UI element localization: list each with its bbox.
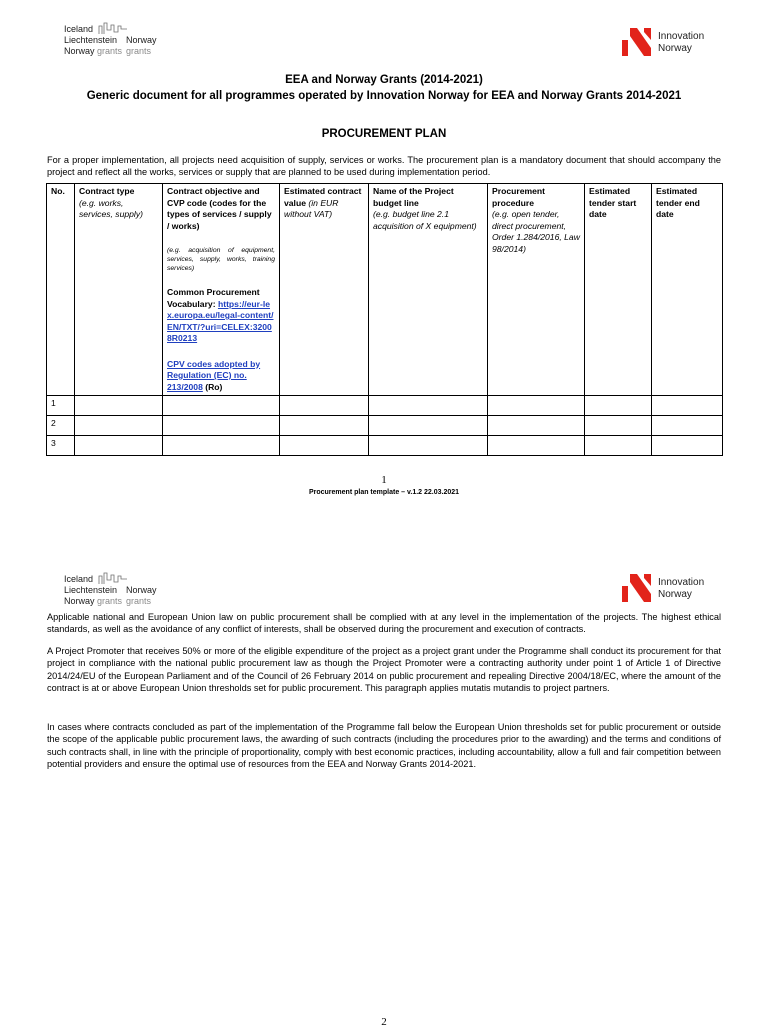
innovation-norway-mark-icon xyxy=(620,572,654,604)
cpv-regulation-link[interactable]: CPV codes adopted by Regulation (EC) no. 213/2008 xyxy=(167,358,261,392)
header-budget-line: Name of the Project budget line (e.g. budget line 2.1 acquisition of X equipment) xyxy=(369,184,488,396)
row-number: 1 xyxy=(47,396,75,416)
table-row xyxy=(47,436,723,456)
page-gap xyxy=(0,520,768,540)
logo-line-norway-grants: Norway grants xyxy=(64,596,123,606)
logo-line-norway-grants: Norway grants xyxy=(64,46,123,56)
header-procurement-procedure: Procurement procedure (e.g. open tender, direct procurement, Order 1.284/2016, Law 98/2014) xyxy=(488,184,585,396)
table-row xyxy=(47,416,723,436)
procurement-plan-table xyxy=(46,183,723,456)
page-number: 1 xyxy=(381,474,387,486)
logo-line-grants: grants xyxy=(126,596,152,606)
logo-line-liechtenstein: Liechtenstein xyxy=(64,35,118,45)
header-no: No. xyxy=(47,184,75,396)
page-2 xyxy=(0,540,768,1028)
logo-line-grants: grants xyxy=(126,46,152,56)
innovation-norway-text-2: Norway xyxy=(658,43,692,54)
intro-paragraph: For a proper implementation, all projects need acquisition of supply, services or works. The procurement plan is a mandatory document that should accompany the project and reflect all the works, services or supply that are planned to be used during implementation period. xyxy=(47,155,721,178)
header-contract-objective: Contract objective and CVP code (codes for the types of services / supply / works) (e.g. acquisition of equipment, services, supply, works, training services) Common Procurement Vocabulary: https://eur-lex.europa.eu/legal-content/EN/TXT/?uri=CELEX:32008R0213 CPV codes adopted by Regulation (EC) no. 213/2008 (Ro) xyxy=(163,184,280,396)
table-row xyxy=(47,396,723,416)
header-tender-end: Estimated tender end date xyxy=(652,184,723,396)
section-title: PROCUREMENT PLAN xyxy=(321,128,447,140)
eea-grants-symbol-icon xyxy=(98,572,128,586)
logo-line-iceland: Iceland xyxy=(64,24,94,34)
row-number: 2 xyxy=(47,416,75,436)
project-promoter-paragraph: A Project Promoter that receives 50% or more of the eligible expenditure of the project as a project grant under the Programme shall conduct its procurement for that project in compliance with the national public procurement law as though the Project Promoter were a contracting authority under point 1 of Article 1 of Directive 2014/24/EU of the European Parliament and of the Council of 26 February 2014 on public procurement and repealing Directive 2004/18/EC, where the amount of the contract is at or above European Union thresholds set for public procurement. This paragraph applies mutatis mutandis to project partners. xyxy=(47,646,721,694)
logo-line-norway: Norway xyxy=(126,585,157,595)
cpv-link[interactable]: https://eur-lex.europa.eu/legal-content/EN/TXT/?uri=CELEX:32008R0213 xyxy=(167,298,274,343)
logo-line-iceland: Iceland xyxy=(64,574,94,584)
innovation-norway-mark-icon xyxy=(620,26,654,58)
eea-norway-grants-logo xyxy=(64,24,174,58)
innovation-norway-logo xyxy=(620,572,720,606)
document-title: EEA and Norway Grants (2014-2021) xyxy=(285,74,483,86)
header-tender-start: Estimated tender start date xyxy=(585,184,652,396)
eea-grants-symbol-icon xyxy=(98,22,128,36)
innovation-norway-text-1: Innovation xyxy=(658,31,705,42)
page-footer: Procurement plan template – v.1.2 22.03.2021 xyxy=(308,489,460,496)
eea-norway-grants-logo xyxy=(64,574,174,608)
header-estimated-value: Estimated contract value (in EUR without VAT) xyxy=(280,184,369,396)
row-number: 3 xyxy=(47,436,75,456)
table-header-row xyxy=(47,184,723,396)
document-subtitle: Generic document for all programmes operated by Innovation Norway for EEA and Norway Grants 2014-2021 xyxy=(86,90,682,102)
procurement-law-paragraph: Applicable national and European Union law on public procurement shall be complied with at any level in the implementation of the projects. The highest ethical standards, as well as the avoidance of any conflict of interests, shall be observed during the procurement and execution of contracts. xyxy=(47,612,721,635)
logo-line-liechtenstein: Liechtenstein xyxy=(64,585,118,595)
innovation-norway-text-2: Norway xyxy=(658,589,692,600)
header-contract-type: Contract type (e.g. works, services, supply) xyxy=(75,184,163,396)
innovation-norway-text-1: Innovation xyxy=(658,577,705,588)
logo-line-norway: Norway xyxy=(126,35,157,45)
innovation-norway-logo xyxy=(620,26,720,60)
thresholds-paragraph: In cases where contracts concluded as part of the implementation of the Programme fall below the European Union thresholds set for public procurement or outside the scope of the applicable public procurement laws, the awarding of such contracts (including the procedures prior to the awarding) and the terms and conditions of such contracts shall, in line with the principle of proportionality, comply with best economic practices, including accountability, allow a full and fair competition between potential providers and ensure the optimal use of resources from the EEA and Norway Grants 2014-2021. xyxy=(47,722,721,770)
page-number: 2 xyxy=(381,1016,387,1028)
